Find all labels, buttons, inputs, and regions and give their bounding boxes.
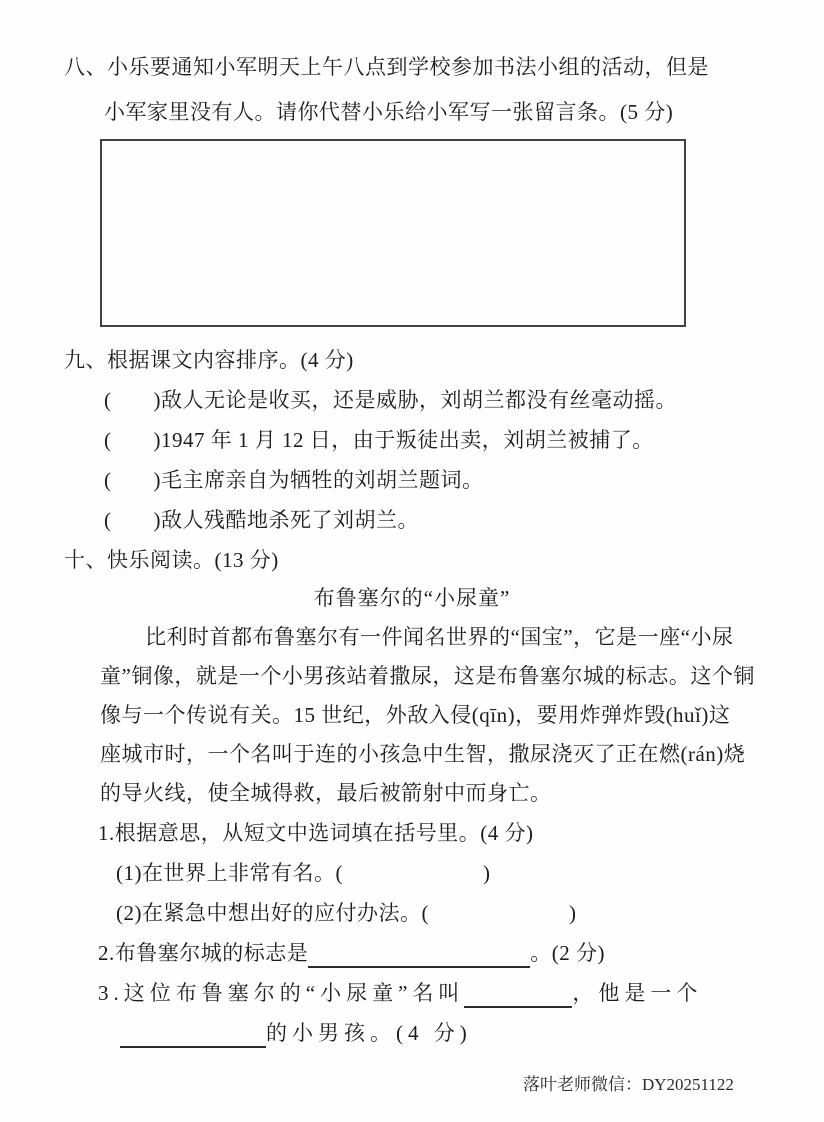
sub-question-2: [98, 938, 605, 968]
passage-line-2: 童”铜像，就是一个小男孩站着撒尿，这是布鲁塞尔城的标志。这个铜: [100, 664, 755, 688]
answer-blank-line: [308, 938, 530, 968]
ordering-item-2: [104, 425, 654, 455]
answer-parens: ( ): [104, 508, 161, 532]
sub-question-3-text-1: 3.这位布鲁塞尔的“小尿童”名叫: [98, 981, 465, 1005]
passage-line-3: 像与一个传说有关。15 世纪，外敌入侵(qīn)，要用炸弹炸毁(huǐ)这: [100, 703, 731, 727]
ordering-item-text: 1947 年 1 月 12 日，由于叛徒出卖，刘胡兰被捕了。: [161, 428, 654, 452]
passage-line-4: 座城市时，一个名叫于连的小孩急中生智，撒尿浇灭了正在燃(rán)烧: [100, 742, 746, 766]
answer-parens: ( ): [104, 428, 161, 452]
ordering-item-4: [104, 505, 419, 535]
sub-question-1-1-text: (1)在世界上非常有名。: [116, 861, 336, 885]
question-8-line-2: 小军家里没有人。请你代替小乐给小军写一张留言条。(5 分): [104, 100, 674, 124]
sub-question-3-line-1: [98, 978, 702, 1008]
ordering-item-3: [104, 465, 484, 495]
ordering-item-text: 毛主席亲自为牺牲的刘胡兰题词。: [161, 468, 484, 492]
sub-question-1-2-text: (2)在紧急中想出好的应付办法。: [116, 901, 422, 925]
ordering-item-1: [104, 385, 677, 415]
passage-title: 布鲁塞尔的“小尿童”: [313, 586, 511, 610]
sub-question-2-text: 2.布鲁塞尔城的标志是: [98, 941, 309, 965]
sub-question-3-text-2: ，他是一个: [572, 981, 703, 1005]
sub-question-1: 1.根据意思，从短文中选词填在括号里。(4 分): [98, 821, 534, 845]
passage-line-1: 比利时首都布鲁塞尔有一件闻名世界的“国宝”，它是一座“小尿: [145, 625, 734, 649]
ordering-item-text: 敌人无论是收买，还是威胁，刘胡兰都没有丝毫动摇。: [161, 388, 677, 412]
question-8-line-1: 八、小乐要通知小军明天上午八点到学校参加书法小组的活动，但是: [64, 55, 709, 79]
answer-parens: ( ): [104, 388, 161, 412]
answer-blank-line: [464, 978, 572, 1008]
answer-parens: ( ): [104, 468, 161, 492]
sub-question-3-line-2: [120, 1018, 472, 1048]
question-9-heading: 九、根据课文内容排序。(4 分): [64, 348, 354, 372]
passage-line-5: 的导火线，使全城得救，最后被箭射中而身亡。: [100, 781, 552, 805]
question-10-heading: 十、快乐阅读。(13 分): [64, 548, 279, 572]
note-answer-box: [100, 139, 686, 327]
answer-parens: ( ): [421, 901, 577, 925]
answer-blank-line: [120, 1018, 266, 1048]
sub-question-1-2: [116, 898, 577, 928]
ordering-item-text: 敌人残酷地杀死了刘胡兰。: [161, 508, 419, 532]
sub-question-2-score: 。(2 分): [530, 941, 605, 965]
sub-question-3-text-3: 的小男孩。(4 分): [266, 1021, 472, 1045]
teacher-wechat-note: 落叶老师微信：DY20251122: [523, 1075, 734, 1094]
sub-question-1-1: [116, 858, 491, 888]
answer-parens: ( ): [335, 861, 491, 885]
